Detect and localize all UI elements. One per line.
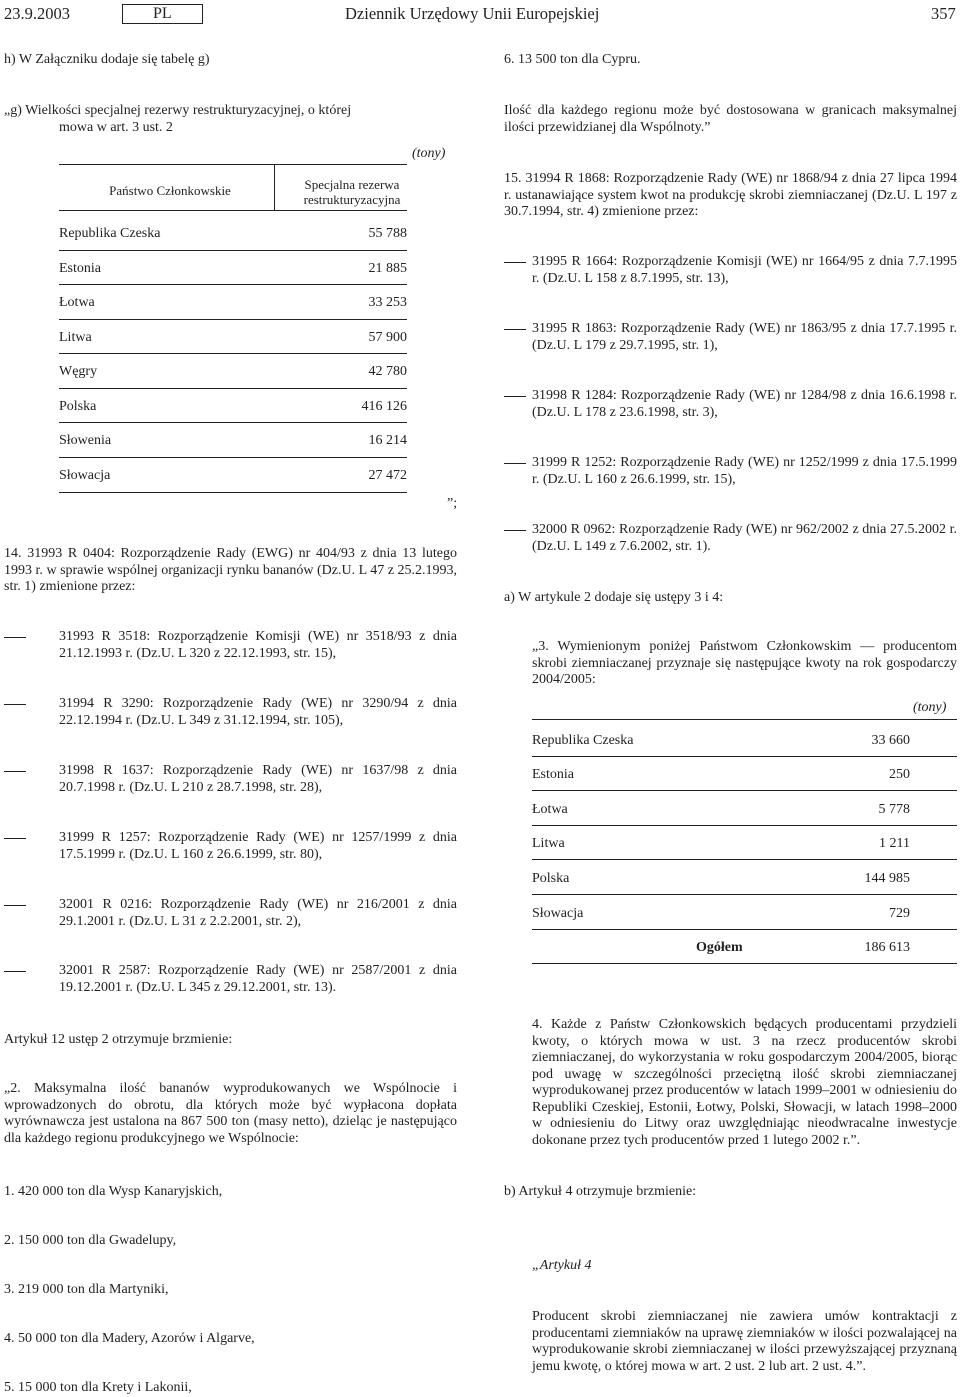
dash-marker — [4, 637, 26, 638]
journal-title: Dziennik Urzędowy Unii Europejskiej — [345, 4, 600, 23]
table-value: 729 — [889, 906, 910, 921]
g-intro-line-1: „g) Wielkości specjalnej rezerwy restrukturyzacyjnej, o której — [4, 103, 352, 118]
adjustment-paragraph: Ilość dla każdego regionu może być dostosowana w granicach maksymalnej ilości przewidzianej dla Wspólnoty.” — [504, 103, 957, 135]
numbered-item: 3. 219 000 ton dla Martyniki, — [4, 1282, 169, 1297]
table-value: 33 253 — [368, 295, 407, 310]
table-rule — [532, 825, 957, 826]
numbered-item: 2. 150 000 ton dla Gwadelupy, — [4, 1233, 177, 1248]
table-unit: (tony) — [913, 700, 947, 715]
amendment-item: 32000 R 0962: Rozporządzenie Rady (WE) nr 962/2002 z dnia 27.5.2002 r. (Dz.U. L 149 z 7.6.2002, str. 1). — [532, 522, 957, 554]
table-rule — [59, 319, 407, 320]
table-closing-quote: ”; — [447, 496, 458, 511]
table-country: Estonia — [532, 767, 574, 782]
amendment-item: 31995 R 1863: Rozporządzenie Rady (WE) nr 1863/95 z dnia 17.7.1995 r. (Dz.U. L 179 z 29.7.1995, str. 1), — [532, 321, 957, 353]
table-value: 27 472 — [368, 468, 407, 483]
table-divider — [274, 164, 275, 210]
table-country: Litwa — [59, 330, 92, 345]
table-country: Polska — [59, 399, 97, 414]
amendment-item: 31998 R 1637: Rozporządzenie Rady (WE) nr 1637/98 z dnia 20.7.1998 r. (Dz.U. L 210 z 28.7.1998, str. 28), — [59, 763, 457, 795]
header-date: 23.9.2003 — [4, 4, 70, 23]
item-b: b) Artykuł 4 otrzymuje brzmienie: — [504, 1184, 697, 1199]
table-value: 33 660 — [871, 733, 910, 748]
paragraph-4: 4. Każde z Państw Członkowskich będących producentami przydzieli kwoty, o których mowa w ust. 3 na rzecz producentów skrobi ziemniaczanej, do wykorzystania w roku gospodarczym 2004/2005, biorąc pod uwagę w szczególności przeciętną ilość skrobi ziemniaczanej wyprodukowanej przez producentów w latach 1999–2001 w odniesieniu do Republiki Czeskiej, Estonii, Łotwy, Polski, Słowacji, w latach 1998–2000 w odniesieniu do Litwy oraz uwzględniając nieodwracalne inwestycje dokonane przez tych producentów przed 1 lutego 2002 r.”. — [532, 1017, 957, 1148]
table-country: Słowenia — [59, 433, 112, 448]
numbered-item: 1. 420 000 ton dla Wysp Kanaryjskich, — [4, 1184, 223, 1199]
numbered-item: 5. 15 000 ton dla Krety i Lakonii, — [4, 1380, 192, 1395]
amendment-item: 31993 R 3518: Rozporządzenie Komisji (WE) nr 3518/93 z dnia 21.12.1993 r. (Dz.U. L 320 z 22.12.1993, str. 15), — [59, 629, 457, 661]
table-country: Łotwa — [532, 802, 568, 817]
dash-marker — [504, 262, 526, 263]
table-value: 16 214 — [368, 433, 407, 448]
dash-marker — [4, 971, 26, 972]
table-value: 416 126 — [361, 399, 407, 414]
table-value: 55 788 — [368, 226, 407, 241]
table-rule — [532, 756, 957, 757]
table-rule — [59, 457, 407, 458]
table-rule — [532, 790, 957, 791]
paragraph-2: „2. Maksymalna ilość bananów wyprodukowanych we Wspólnocie i wprowadzonych do obrotu, dla których może być wypłacona dopłata wyrównawcza jest ustalona na 867 500 ton (masy netto), dzieląc je następująco dla każdego regionu produkcyjnego we Wspólnocie: — [4, 1081, 457, 1146]
table-value: 42 780 — [368, 364, 407, 379]
dash-marker — [504, 329, 526, 330]
table-rule — [532, 719, 957, 720]
article-4-heading: „Artykuł 4 — [532, 1258, 592, 1273]
table-rule — [59, 492, 407, 493]
table-country: Słowacja — [59, 468, 111, 483]
page-number: 357 — [931, 4, 956, 23]
article-12-heading: Artykuł 12 ustęp 2 otrzymuje brzmienie: — [4, 1032, 233, 1047]
table-total-label: Ogółem — [696, 940, 743, 955]
table-rule — [59, 164, 407, 165]
table-unit: (tony) — [412, 146, 446, 161]
dash-marker — [504, 396, 526, 397]
amendment-item: 31999 R 1252: Rozporządzenie Rady (WE) nr 1252/1999 z dnia 17.5.1999 r. (Dz.U. L 160 z 26.6.1999, str. 15), — [532, 455, 957, 487]
article-4-text: Producent skrobi ziemniaczanej nie zawiera umów kontraktacji z producentami ziemniaków na uprawę ziemniaków w ilości pozwalającej na wyprodukowanie skrobi ziemniaczanej w ilości przewyższającej przyznaną jemu kwotę, o której mowa w art. 2 ust. 2 lub art. 2 ust. 4.”. — [532, 1309, 957, 1374]
table-country: Litwa — [532, 836, 565, 851]
table-country: Polska — [532, 871, 570, 886]
table-value: 21 885 — [368, 261, 407, 276]
language-badge: PL — [122, 4, 203, 24]
table-value: 250 — [889, 767, 910, 782]
table-rule — [59, 422, 407, 423]
item-a: a) W artykule 2 dodaje się ustępy 3 i 4: — [504, 590, 724, 605]
amendment-item: 32001 R 0216: Rozporządzenie Rady (WE) nr 216/2001 z dnia 29.1.2001 r. (Dz.U. L 31 z 2.2.2001, str. 2), — [59, 897, 457, 929]
amendment-item: 32001 R 2587: Rozporządzenie Rady (WE) nr 2587/2001 z dnia 19.12.2001 r. (Dz.U. L 345 z 29.12.2001, str. 13). — [59, 963, 457, 995]
table-country: Słowacja — [532, 906, 584, 921]
amendment-item: 31995 R 1664: Rozporządzenie Komisji (WE) nr 1664/95 z dnia 7.7.1995 r. (Dz.U. L 158 z 8.7.1995, str. 13), — [532, 254, 957, 286]
dash-marker — [504, 463, 526, 464]
table-rule — [59, 353, 407, 354]
amendment-item: 31999 R 1257: Rozporządzenie Rady (WE) nr 1257/1999 z dnia 17.5.1999 r. (Dz.U. L 160 z 26.6.1999, str. 80), — [59, 830, 457, 862]
table-country: Estonia — [59, 261, 101, 276]
col-header-country: Państwo Członkowskie — [109, 183, 231, 198]
table-country: Republika Czeska — [532, 733, 634, 748]
dash-marker — [4, 704, 26, 705]
dash-marker — [4, 905, 26, 906]
numbered-item-6: 6. 13 500 ton dla Cypru. — [504, 52, 641, 67]
table-rule — [59, 210, 407, 211]
col-header-reserve: Specjalna rezerwa restrukturyzacyjna — [303, 177, 401, 207]
table-rule — [532, 894, 957, 895]
table-rule — [532, 929, 957, 930]
item-h: h) W Załączniku dodaje się tabelę g) — [4, 52, 210, 67]
dash-marker — [4, 838, 26, 839]
amendment-item: 31994 R 3290: Rozporządzenie Rady (WE) nr 3290/94 z dnia 22.12.1994 r. (Dz.U. L 349 z 31.12.1994, str. 105), — [59, 696, 457, 728]
table-value: 57 900 — [368, 330, 407, 345]
table-rule — [59, 388, 407, 389]
table-rule — [532, 859, 957, 860]
table-value: 144 985 — [864, 871, 910, 886]
table-value: 5 778 — [878, 802, 910, 817]
table-total-value: 186 613 — [864, 940, 910, 955]
table-rule — [532, 963, 957, 964]
table-rule — [59, 250, 407, 251]
paragraph-14: 14. 31993 R 0404: Rozporządzenie Rady (EWG) nr 404/93 z dnia 13 lutego 1993 r. w sprawie wspólnej organizacji rynku bananów (Dz.U. L 47 z 25.2.1993, str. 1) zmienione przez: — [4, 546, 457, 594]
table-country: Republika Czeska — [59, 226, 161, 241]
table-rule — [59, 284, 407, 285]
table-country: Łotwa — [59, 295, 95, 310]
numbered-item: 4. 50 000 ton dla Madery, Azorów i Algarve, — [4, 1331, 255, 1346]
paragraph-15: 15. 31994 R 1868: Rozporządzenie Rady (WE) nr 1868/94 z dnia 27 lipca 1994 r. ustanawiające system kwot na produkcję skrobi ziemniaczanej (Dz.U. L 197 z 30.7.1994, str. 4) zmienione przez: — [504, 171, 957, 219]
amendment-item: 31998 R 1284: Rozporządzenie Rady (WE) nr 1284/98 z dnia 16.6.1998 r. (Dz.U. L 178 z 23.6.1998, str. 3), — [532, 388, 957, 420]
g-intro-line-2: mowa w art. 3 ust. 2 — [59, 120, 173, 135]
dash-marker — [504, 530, 526, 531]
dash-marker — [4, 771, 26, 772]
table-country: Węgry — [59, 364, 98, 379]
table-value: 1 211 — [879, 836, 910, 851]
paragraph-3: „3. Wymienionym poniżej Państwom Członkowskim — producentom skrobi ziemniaczanej przyznaje się następujące kwoty na rok gospodarczy 2004/2005: — [532, 639, 957, 687]
